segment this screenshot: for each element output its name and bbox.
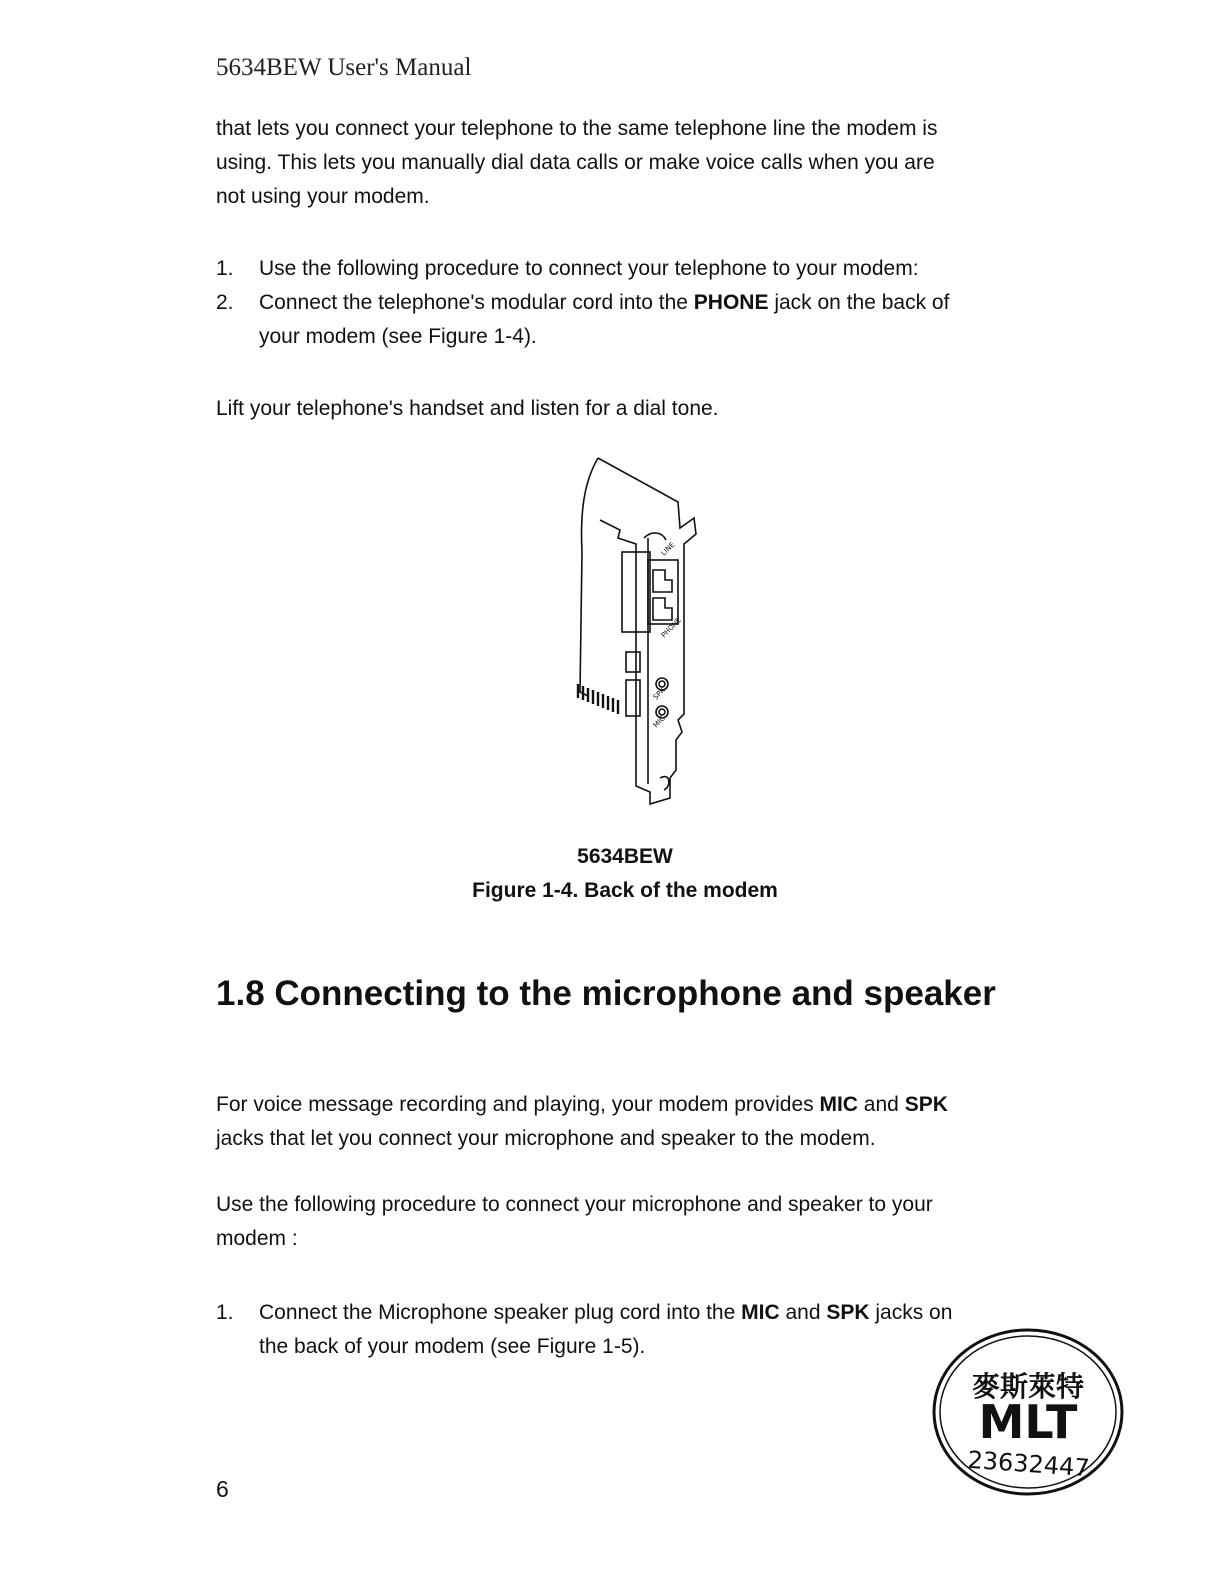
step-text: Connect the Microphone speaker plug cord into the [259, 1301, 742, 1324]
step-number: 1. [216, 1301, 234, 1324]
bracket-tab [660, 777, 669, 790]
paragraph-line: jacks that let you connect your microphone and speaker to the modem. [216, 1127, 876, 1150]
paragraph-text: and [857, 1093, 905, 1116]
spk-port-label: SPK [651, 686, 667, 702]
mic-label: MIC [819, 1093, 858, 1116]
spk-label: SPK [826, 1301, 870, 1324]
step-text: the back of your modem (see Figure 1-5). [259, 1335, 646, 1358]
intro-line-3: not using your modem. [216, 185, 430, 208]
intro-line-2: using. This lets you manually dial data calls or make voice calls when you are [216, 151, 935, 174]
section-title: 1.8 Connecting to the microphone and speaker [216, 974, 996, 1013]
phone-jack-label: PHONE [693, 291, 769, 314]
step-text: Connect the telephone's modular cord into the [259, 291, 694, 314]
modem-back-illustration [560, 452, 720, 812]
step-number: 1. [216, 257, 234, 280]
phone-jack-icon [653, 598, 672, 620]
step-text: your modem (see Figure 1-4). [259, 325, 537, 348]
figure-caption: Figure 1-4. Back of the modem [472, 879, 778, 902]
mic-label: MIC [741, 1301, 780, 1324]
phone-port-label: PHONE [659, 616, 683, 640]
step-number: 2. [216, 291, 234, 314]
edge-connector-teeth [578, 684, 618, 714]
stamp-chinese-name: 麥斯萊特 [971, 1370, 1085, 1403]
line-port-label: LINE [659, 540, 677, 558]
phone-step-1 [216, 252, 1066, 286]
stamp-phone: 23632447 [966, 1445, 1091, 1483]
connector-box [626, 652, 640, 672]
phone-steps-list [216, 252, 1066, 354]
card-outline [598, 458, 696, 804]
line-jack-icon [653, 570, 672, 592]
mlt-stamp [930, 1326, 1126, 1498]
paragraph-line: modem : [216, 1227, 298, 1250]
paragraph-line [216, 1088, 1066, 1122]
intro-paragraph [216, 112, 1066, 214]
lift-handset-text: Lift your telephone's handset and listen for a dial tone. [216, 397, 719, 420]
card-edge [580, 458, 598, 696]
section-paragraph-2 [216, 1188, 1066, 1256]
running-header: 5634BEW User's Manual [216, 54, 472, 81]
stamp-logo: MLT [978, 1395, 1078, 1449]
step-text: and [779, 1301, 827, 1324]
phone-step-2 [216, 286, 1066, 354]
connector-box [626, 680, 640, 716]
step-text: jacks on [869, 1301, 953, 1324]
paragraph-text: For voice message recording and playing, your modem provides [216, 1093, 820, 1116]
paragraph-line: Use the following procedure to connect your microphone and speaker to your [216, 1193, 933, 1216]
mic-port-label: MIC [651, 714, 667, 730]
figure-model-label: 5634BEW [577, 845, 673, 868]
spk-label: SPK [904, 1093, 948, 1116]
page-number: 6 [216, 1476, 229, 1502]
intro-line-1: that lets you connect your telephone to the same telephone line the modem is [216, 117, 938, 140]
section-paragraph-1 [216, 1088, 1066, 1156]
step-text: jack on the back of [768, 291, 950, 314]
step-text: Use the following procedure to connect your telephone to your modem: [259, 257, 919, 280]
